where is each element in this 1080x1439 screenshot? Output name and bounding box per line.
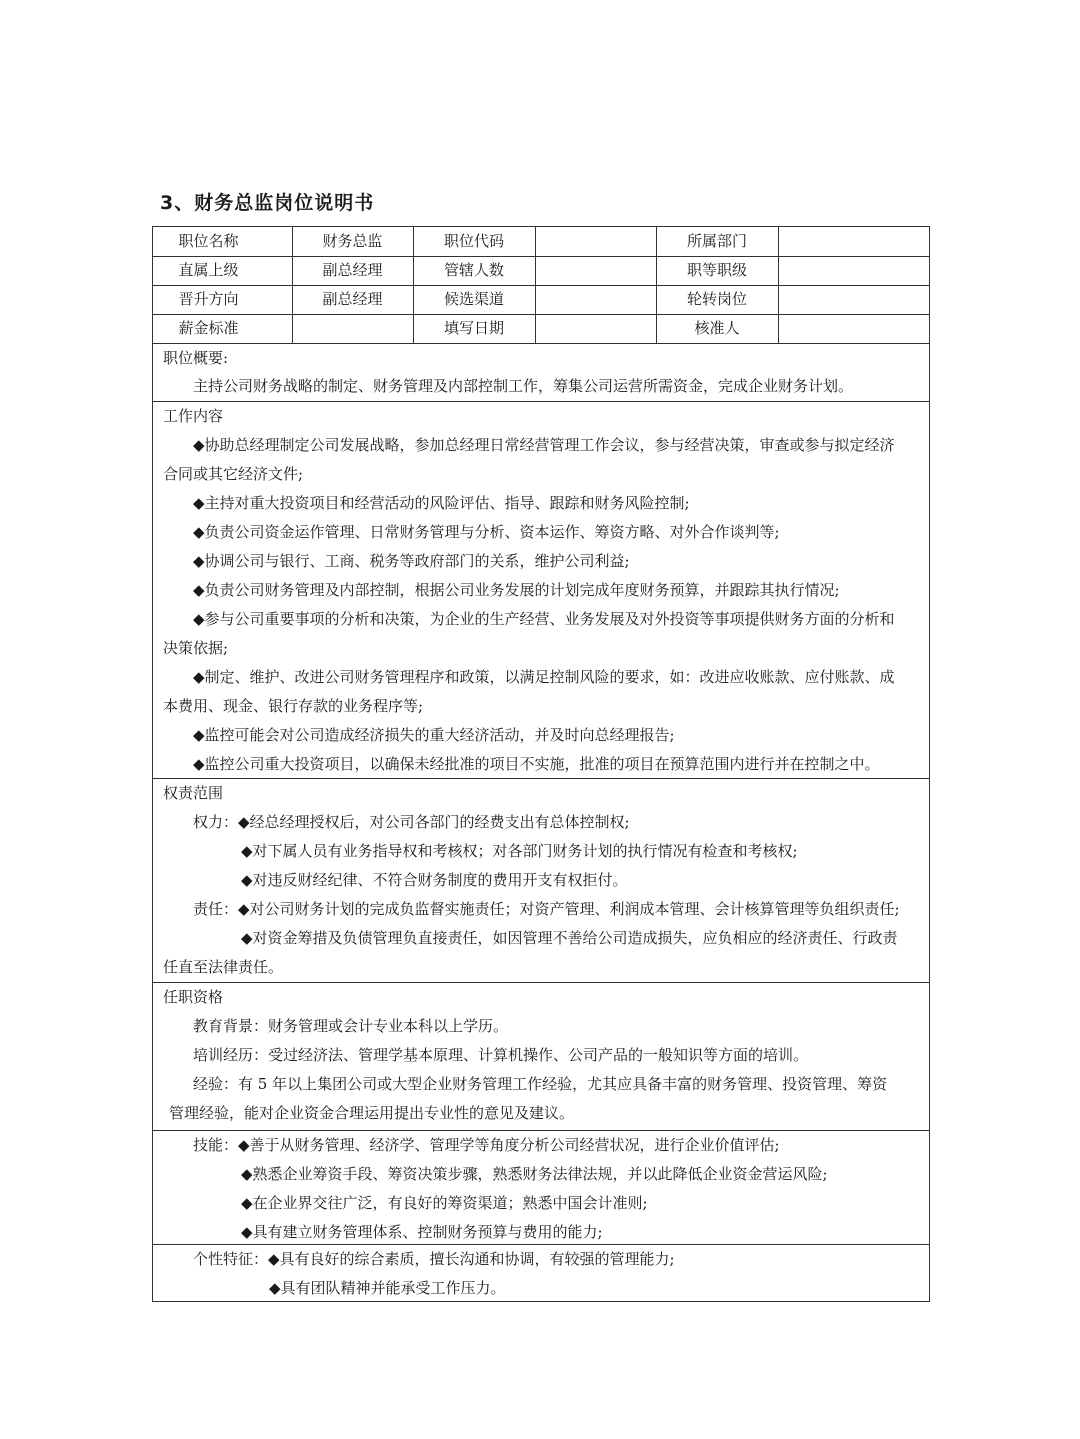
work-line: ◆负责公司财务管理及内部控制，根据公司业务发展的计划完成年度财务预算，并跟踪其执行情况; [193, 581, 840, 599]
label-headcount: 管辖人数 [443, 261, 504, 279]
skills-line: ◆在企业界交往广泛，有良好的筹资渠道；熟悉中国会计准则; [241, 1194, 648, 1212]
value-salary [292, 314, 413, 343]
work-line: 本费用、现金、银行存款的业务程序等; [163, 697, 424, 715]
label-candidate-channel: 候选渠道 [443, 290, 504, 308]
label-rotation: 轮转岗位 [686, 290, 747, 308]
skills-line: ◆具有建立财务管理体系、控制财务预算与费用的能力; [241, 1223, 603, 1241]
value-department [778, 227, 928, 256]
label-salary: 薪金标准 [178, 319, 239, 337]
skills-line: 技能：◆善于从财务管理、经济学、管理学等角度分析公司经营状况，进行企业价值评估; [193, 1136, 780, 1154]
section-heading: 职位概要: [163, 349, 229, 367]
work-line: ◆协助总经理制定公司发展战略，参加总经理日常经营管理工作会议，参与经营决策，审查或参与拟定经济 [193, 436, 895, 454]
work-line: ◆监控可能会对公司造成经济损失的重大经济活动，并及时向总经理报告; [193, 726, 675, 744]
qualification-line: 培训经历：受过经济法、管理学基本原理、计算机操作、公司产品的一般知识等方面的培训。 [193, 1046, 809, 1064]
label-position-code: 职位代码 [443, 232, 504, 250]
qualification-line: 教育背景：财务管理或会计专业本科以上学历。 [193, 1017, 509, 1035]
value-headcount [535, 256, 656, 285]
label-position-name: 职位名称 [178, 232, 239, 250]
value-direct-superior: 副总经理 [322, 261, 383, 279]
section-heading: 权责范围 [163, 784, 224, 802]
label-direct-superior: 直属上级 [178, 261, 239, 279]
work-line: 合同或其它经济文件; [163, 465, 304, 483]
work-line: ◆参与公司重要事项的分析和决策，为企业的生产经营、业务发展及对外投资等事项提供财务方面的分析和 [193, 610, 895, 628]
value-approver [778, 314, 928, 343]
skills-line: ◆熟悉企业筹资手段、筹资决策步骤，熟悉财务法律法规，并以此降低企业资金营运风险; [241, 1165, 828, 1183]
authority-line: ◆对违反财经纪律、不符合财务制度的费用开支有权拒付。 [241, 871, 628, 889]
label-grade: 职等职级 [686, 261, 747, 279]
value-fill-date [535, 314, 656, 343]
authority-line: 任直至法律责任。 [163, 958, 284, 976]
work-line: ◆制定、维护、改进公司财务管理程序和政策，以满足控制风险的要求，如：改进应收账款、应付账款、成 [193, 668, 895, 686]
summary-text: 主持公司财务战略的制定、财务管理及内部控制工作，筹集公司运营所需资金，完成企业财务计划。 [193, 377, 854, 395]
section-skills [153, 1130, 929, 1244]
section-heading: 任职资格 [163, 988, 224, 1006]
work-line: ◆主持对重大投资项目和经营活动的风险评估、指导、跟踪和财务风险控制; [193, 494, 690, 512]
section-summary [153, 343, 929, 401]
label-approver: 核准人 [694, 319, 740, 337]
authority-line: ◆对资金筹措及负债管理负直接责任，如因管理不善给公司造成损失，应负相应的经济责任、行政责 [241, 929, 898, 947]
authority-line: 责任：◆对公司财务计划的完成负监督实施责任；对资产管理、利润成本管理、会计核算管理等负组织责任; [193, 900, 900, 918]
value-promotion: 副总经理 [322, 290, 383, 308]
value-position-name: 财务总监 [322, 232, 383, 250]
work-line: ◆协调公司与银行、工商、税务等政府部门的关系，维护公司利益; [193, 552, 630, 570]
authority-line: 权力：◆经总经理授权后，对公司各部门的经费支出有总体控制权; [193, 813, 630, 831]
personality-line: 个性特征：◆具有良好的综合素质，擅长沟通和协调，有较强的管理能力; [193, 1250, 675, 1268]
value-position-code [535, 227, 656, 256]
job-description-table [152, 226, 930, 1302]
work-line: ◆负责公司资金运作管理、日常财务管理与分析、资本运作、筹资方略、对外合作谈判等; [193, 523, 780, 541]
qualification-line: 管理经验，能对企业资金合理运用提出专业性的意见及建议。 [169, 1104, 575, 1122]
label-department: 所属部门 [686, 232, 747, 250]
work-line: 决策依据; [163, 639, 229, 657]
document-title: 3、财务总监岗位说明书 [160, 192, 375, 214]
authority-line: ◆对下属人员有业务指导权和考核权；对各部门财务计划的执行情况有检查和考核权; [241, 842, 798, 860]
work-line: ◆监控公司重大投资项目，以确保未经批准的项目不实施，批准的项目在预算范围内进行并在控制之中。 [193, 755, 880, 773]
value-grade [778, 256, 928, 285]
personality-line: ◆具有团队精神并能承受工作压力。 [269, 1279, 506, 1297]
value-rotation [778, 285, 928, 314]
section-work-content [153, 401, 929, 778]
label-promotion: 晋升方向 [178, 290, 239, 308]
section-qualification [153, 982, 929, 1130]
label-fill-date: 填写日期 [443, 319, 504, 337]
qualification-line: 经验：有 5 年以上集团公司或大型企业财务管理工作经验，尤其应具备丰富的财务管理、投资管理、筹资 [193, 1075, 888, 1093]
section-authority [153, 778, 929, 982]
section-heading: 工作内容 [163, 407, 224, 425]
value-candidate-channel [535, 285, 656, 314]
section-personality [153, 1244, 929, 1301]
